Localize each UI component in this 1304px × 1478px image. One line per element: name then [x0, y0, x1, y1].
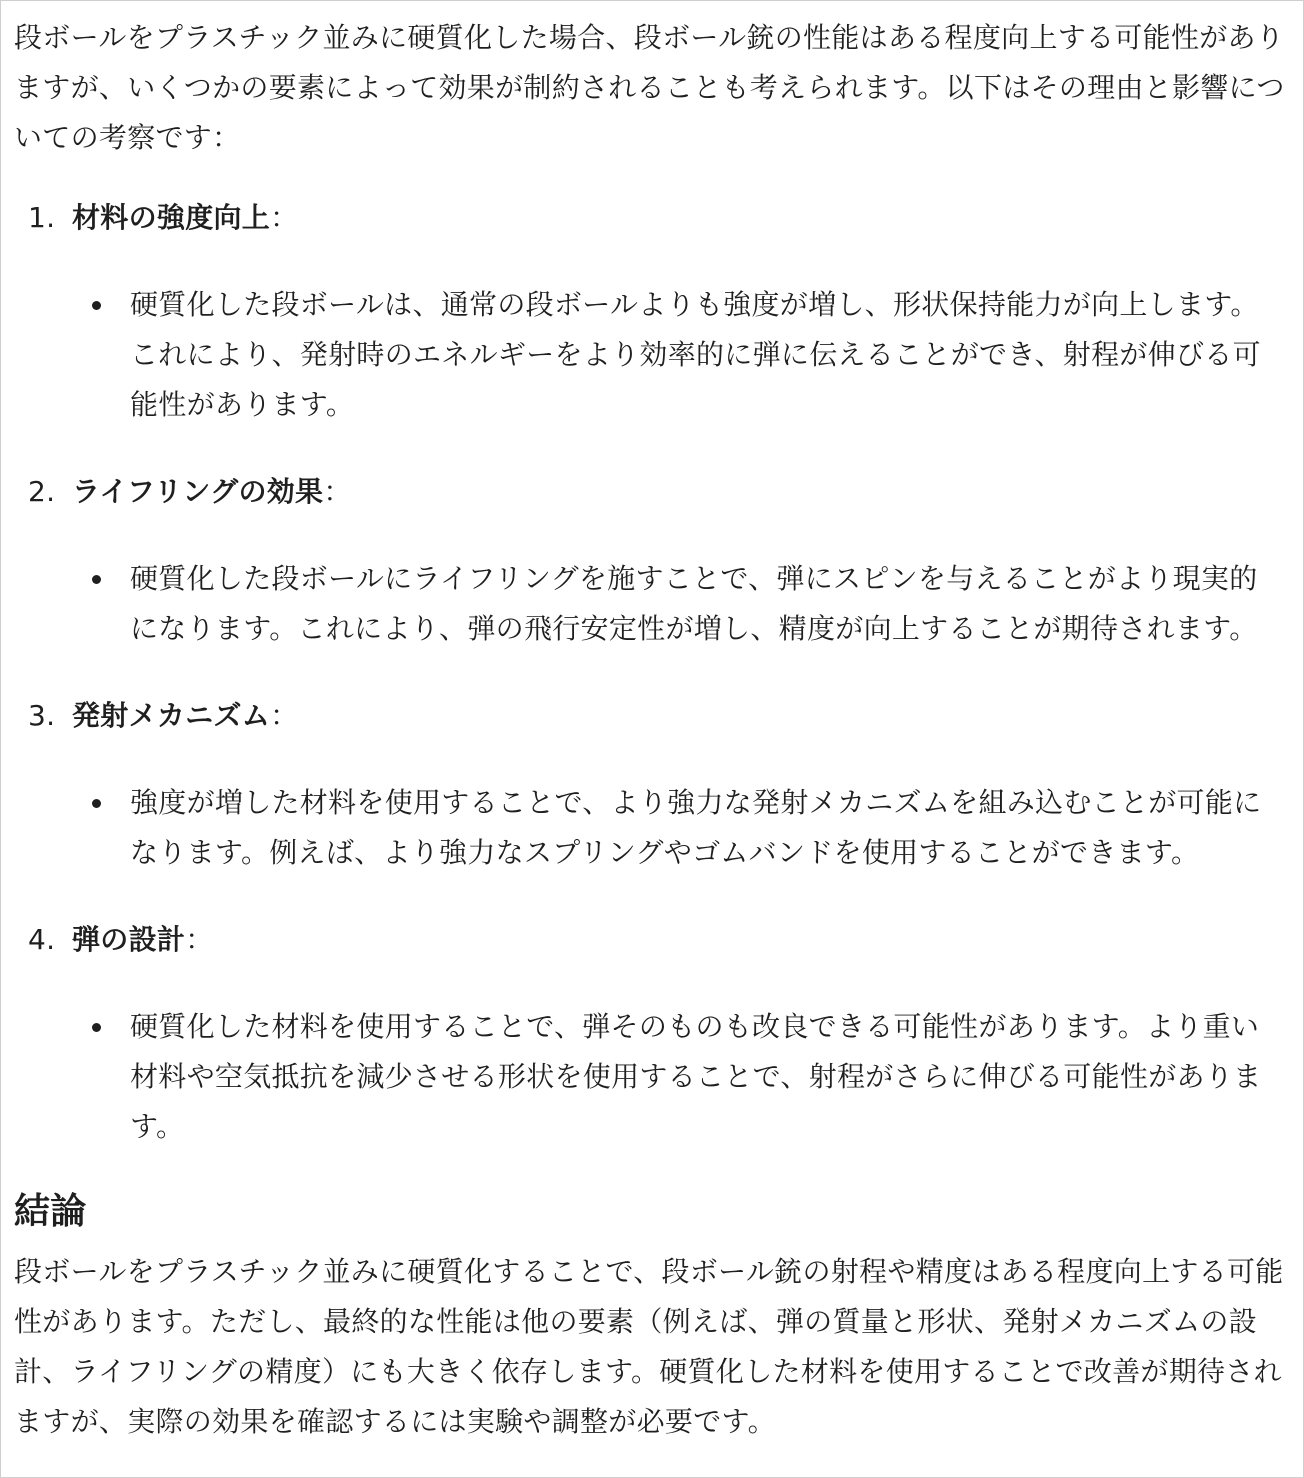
section-heading: [28, 467, 1285, 517]
conclusion-heading: 結論: [14, 1191, 87, 1232]
bullet-item: [14, 1002, 1285, 1152]
bullet-icon: [92, 1023, 101, 1032]
list-number: 3.: [28, 699, 56, 732]
section-heading: [28, 193, 1285, 243]
list-item: [14, 691, 1285, 878]
bullet-list: [14, 778, 1285, 878]
section-heading: [28, 691, 1285, 741]
bullet-item: [14, 554, 1285, 654]
section-colon: ：: [185, 923, 214, 956]
section-colon: ：: [270, 201, 299, 234]
list-number: 4.: [28, 923, 56, 956]
section-colon: ：: [270, 699, 299, 732]
bullet-item: [14, 280, 1285, 430]
bullet-list: [14, 280, 1285, 430]
bullet-text: 硬質化した材料を使用することで、弾そのものも改良できる可能性があります。より重い材料や空気抵抗を減少させる形状を使用することで、射程がさらに伸びる可能性があります。: [130, 1010, 1262, 1143]
bullet-list: [14, 554, 1285, 654]
bullet-icon: [92, 799, 101, 808]
section-title: 弾の設計: [72, 923, 186, 956]
bullet-text: 硬質化した段ボールにライフリングを施すことで、弾にスピンを与えることがより現実的になります。これにより、弾の飛行安定性が増し、精度が向上することが期待されます。: [130, 562, 1258, 645]
list-item: [14, 467, 1285, 654]
bullet-text: 強度が増した材料を使用することで、より強力な発射メカニズムを組み込むことが可能になります。例えば、より強力なスプリングやゴムバンドを使用することができます。: [130, 786, 1262, 869]
list-number: 1.: [28, 201, 56, 234]
intro-paragraph: 段ボールをプラスチック並みに硬質化した場合、段ボール銃の性能はある程度向上する可能性がありますが、いくつかの要素によって効果が制約されることも考えられます。以下はその理由と影響についての考察です：: [14, 21, 1285, 154]
conclusion-paragraph: 段ボールをプラスチック並みに硬質化することで、段ボール銃の射程や精度はある程度向上する可能性があります。ただし、最終的な性能は他の要素（例えば、弾の質量と形状、発射メカニズムの設計、ライフリングの精度）にも大きく依存します。硬質化した材料を使用することで改善が期待されますが、実際の効果を確認するには実験や調整が必要です。: [14, 1255, 1284, 1438]
bullet-icon: [92, 301, 101, 310]
list-number: 2.: [28, 475, 56, 508]
section-colon: ：: [323, 475, 352, 508]
list-item: [14, 193, 1285, 430]
list-item: [14, 915, 1285, 1152]
bullet-icon: [92, 575, 101, 584]
bullet-text: 硬質化した段ボールは、通常の段ボールよりも強度が増し、形状保持能力が向上します。これにより、発射時のエネルギーをより効率的に弾に伝えることができ、射程が伸びる可能性があります。: [130, 288, 1261, 421]
section-title: ライフリングの効果: [72, 475, 324, 508]
section-heading: [28, 915, 1285, 965]
section-title: 発射メカニズム: [72, 699, 271, 732]
bullet-item: [14, 778, 1285, 878]
bullet-list: [14, 1002, 1285, 1152]
considerations-list: [14, 193, 1285, 1152]
section-title: 材料の強度向上: [72, 201, 271, 234]
